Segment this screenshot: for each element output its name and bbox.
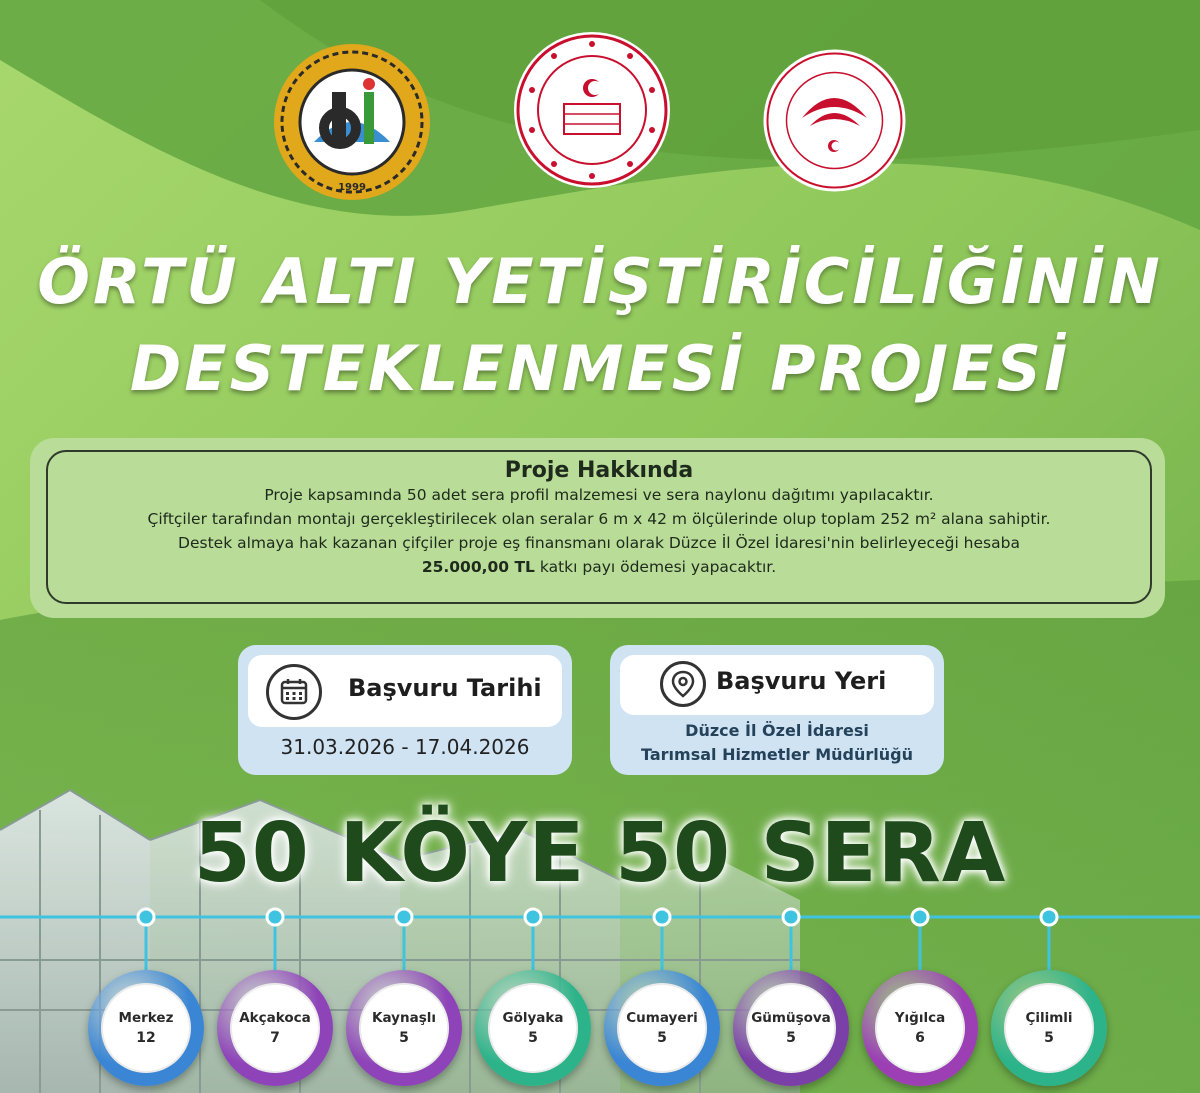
district-name: Gölyaka [502, 1010, 564, 1026]
district-name: Kaynaşlı [372, 1010, 436, 1026]
district-name: Yığılca [894, 1010, 946, 1026]
district-circle-inner [617, 983, 707, 1073]
district-circle [475, 970, 591, 1086]
timeline-dot [138, 909, 154, 925]
slogan: 50 KÖYE 50 SERA [193, 806, 1007, 901]
district-count: 5 [657, 1030, 667, 1046]
district-name: Akçakoca [239, 1010, 311, 1026]
headline-line-1: ÖRTÜ ALTI YETİŞTİRİCİLİĞİNİN [37, 245, 1163, 318]
district-circle-inner [746, 983, 836, 1073]
district-circle-inner [488, 983, 578, 1073]
district-circle [88, 970, 204, 1086]
contribution-amount: 25.000,00 TL [421, 558, 535, 576]
application-place-line-2: Tarımsal Hizmetler Müdürlüğü [641, 745, 913, 764]
district-circle-inner [875, 983, 965, 1073]
timeline-dot [1041, 909, 1057, 925]
district-count: 12 [136, 1030, 156, 1046]
district-circle [991, 970, 1107, 1086]
district-name: Merkez [118, 1010, 174, 1026]
district-circle-inner [359, 983, 449, 1073]
district-count: 7 [270, 1030, 280, 1046]
district-circle [733, 970, 849, 1086]
district-circle-inner [101, 983, 191, 1073]
district-circle [604, 970, 720, 1086]
district-circle [346, 970, 462, 1086]
application-place-line-1: Düzce İl Özel İdaresi [685, 721, 869, 740]
about-title: Proje Hakkında [504, 458, 694, 483]
headline-line-2: DESTEKLENMESİ PROJESİ [129, 332, 1071, 405]
district-count: 5 [399, 1030, 409, 1046]
district-count: 5 [786, 1030, 796, 1046]
timeline-dot [396, 909, 412, 925]
application-date-title: Başvuru Tarihi [348, 674, 542, 702]
timeline-dot [654, 909, 670, 925]
district-count: 6 [915, 1030, 925, 1046]
district-circle [217, 970, 333, 1086]
timeline-dot [525, 909, 541, 925]
about-line-2: Çiftçiler tarafından montajı gerçekleştirilecek olan seralar 6 m x 42 m ölçülerinde olup toplam 252 m² alana sahiptir. [147, 510, 1051, 528]
timeline-dot [912, 909, 928, 925]
district-circle-inner [230, 983, 320, 1073]
timeline-dot [783, 909, 799, 925]
district-name: Çilimli [1025, 1010, 1073, 1026]
about-line-1: Proje kapsamında 50 adet sera profil malzemesi ve sera naylonu dağıtımı yapılacaktır. [264, 486, 934, 504]
about-line-3: Destek almaya hak kazanan çifçiler proje eş finansmanı olarak Düzce İl Özel İdaresi'nin belirleyeceği hesaba [178, 534, 1020, 552]
district-count: 5 [528, 1030, 538, 1046]
application-date-value: 31.03.2026 - 17.04.2026 [280, 735, 530, 759]
about-line-4-rest: katkı payı ödemesi yapacaktır. [534, 558, 777, 576]
timeline-dot [267, 909, 283, 925]
district-name: Cumayeri [626, 1010, 698, 1026]
district-name: Gümüşova [751, 1010, 831, 1026]
application-place-title: Başvuru Yeri [716, 667, 887, 695]
district-circle [862, 970, 978, 1086]
logo-year: 1999 [338, 182, 366, 193]
district-count: 5 [1044, 1030, 1054, 1046]
district-circle-inner [1004, 983, 1094, 1073]
